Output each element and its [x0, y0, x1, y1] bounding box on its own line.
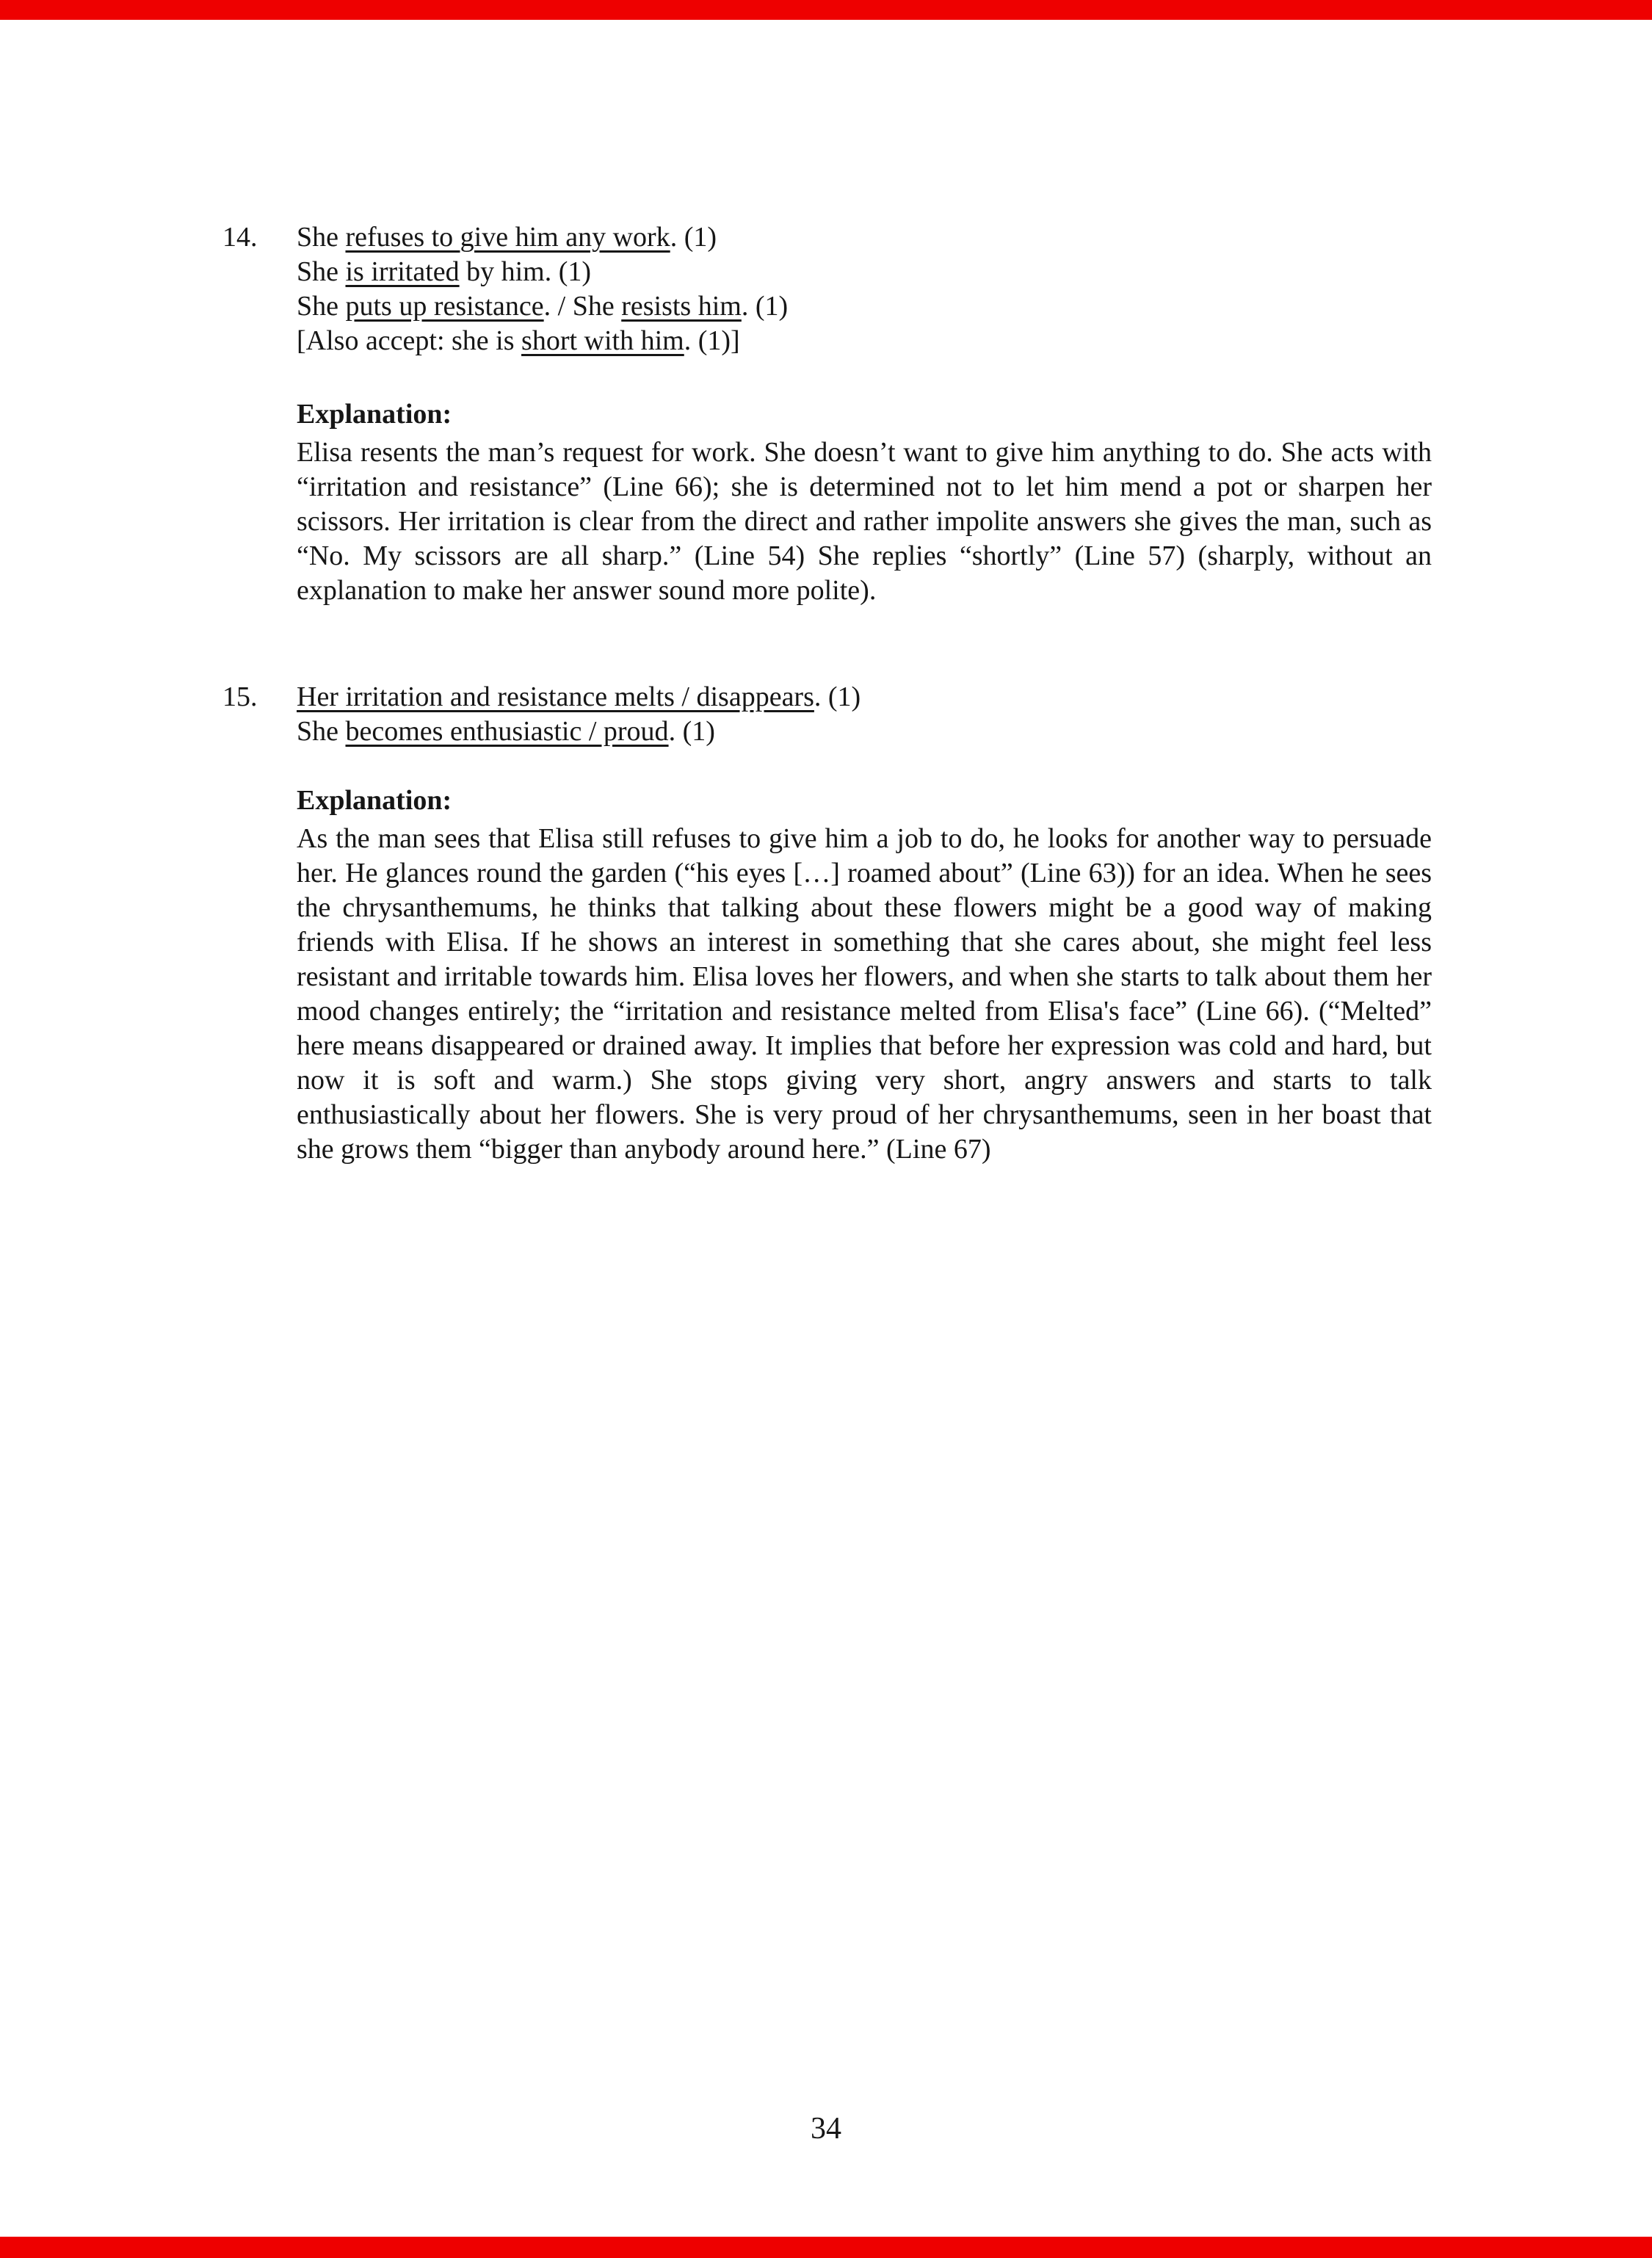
explanation-heading: Explanation:	[297, 785, 452, 816]
answer-text: [Also accept: she is	[297, 325, 522, 356]
answer-line	[297, 255, 1432, 289]
underlined-answer-text: refuses to give him any work	[345, 222, 670, 253]
answer-text: She	[297, 222, 346, 253]
answer-text: . (1)	[741, 291, 789, 322]
question-14-body	[297, 220, 1432, 608]
page-number: 34	[811, 2112, 841, 2146]
question-15-block	[222, 680, 1432, 1167]
answer-line	[297, 680, 1432, 714]
answer-line	[297, 220, 1432, 255]
page-top-edge-marker	[0, 0, 1652, 20]
answer-text: . / She	[543, 291, 622, 322]
question-15-number: 15.	[222, 681, 258, 712]
page-bottom-edge-marker	[0, 2237, 1652, 2258]
answer-text: by him. (1)	[459, 256, 592, 287]
answer-line	[297, 324, 1432, 358]
underlined-answer-text: is irritated	[345, 256, 460, 287]
underlined-answer-text: puts up resistance	[345, 291, 544, 322]
underlined-answer-text: resists him	[621, 291, 742, 322]
answer-text: . (1)]	[684, 325, 740, 356]
question-15-answers	[297, 680, 1432, 749]
question-14-number: 14.	[222, 222, 258, 253]
underlined-answer-text: short with him	[521, 325, 684, 356]
answer-text: . (1)	[668, 716, 715, 747]
underlined-answer-text: Her irritation and resistance melts / disappears	[297, 681, 814, 712]
answer-text: . (1)	[814, 681, 861, 712]
explanation-heading: Explanation:	[297, 399, 452, 430]
page-content	[222, 220, 1432, 1167]
answer-text: . (1)	[670, 222, 717, 253]
explanation-paragraph: Elisa resents the man’s request for work. She doesn’t want to give him anything to do. She acts with “irritation and resistance” (Line 66); she is determined not to let him mend a pot or sharpen her scissors. Her irritation is clear from the direct and rather impolite answers she gives the man, such as “No. My scissors are all sharp.” (Line 54) She replies “shortly” (Line 57) (sharply, without an explanation to make her answer sound more polite).	[297, 437, 1432, 606]
answer-text: She	[297, 256, 346, 287]
answer-text: She	[297, 716, 346, 747]
explanation-paragraph: As the man sees that Elisa still refuses to give him a job to do, he looks for another way to persuade her. He glances round the garden (“his eyes […] roamed about” (Line 63)) for an idea. When he sees the chrysanthemums, he thinks that talking about these flowers might be a good way of making friends with Elisa. If he shows an interest in something that she cares about, she might feel less resistant and irritable towards him. Elisa loves her flowers, and when she starts to talk about them her mood changes entirely; the “irritation and resistance melted from Elisa's face” (Line 66). (“Melted” here means disappeared or drained away. It implies that before her expression was cold and hard, but now it is soft and warm.) She stops giving very short, angry answers and starts to talk enthusiastically about her flowers. She is very proud of her chrysanthemums, seen in her boast that she grows them “bigger than anybody around here.” (Line 67)	[297, 823, 1432, 1165]
answer-line	[297, 714, 1432, 749]
answer-text: She	[297, 291, 346, 322]
question-14-block	[222, 220, 1432, 608]
underlined-answer-text: becomes enthusiastic / proud	[345, 716, 669, 747]
answer-line	[297, 289, 1432, 324]
question-15-body	[297, 680, 1432, 1167]
question-14-answers	[297, 220, 1432, 358]
